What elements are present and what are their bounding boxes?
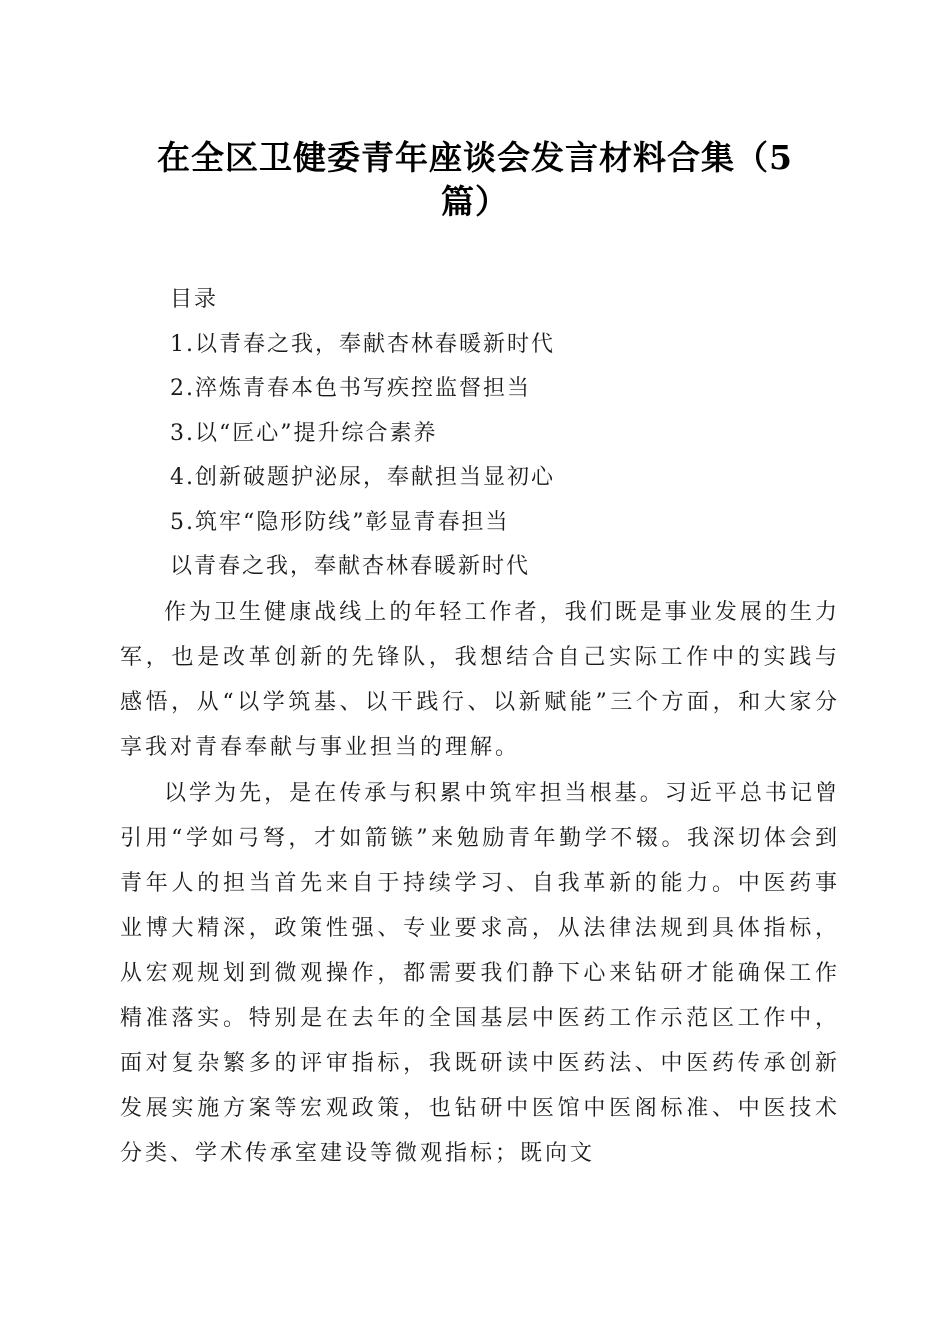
toc-item: 2.淬炼青春本色书写疾控监督担当 xyxy=(170,376,531,401)
document-body xyxy=(120,590,840,1176)
paragraph: 以学为先，是在传承与积累中筑牢担当根基。习近平总书记曾引用“学如弓弩，才如箭镞”来勉励青年勤学不辍。我深切体会到青年人的担当首先来自于持续学习、自我革新的能力。中医药事业博大精深，政策性强、专业要求高，从法律法规到具体指标，从宏观规划到微观操作，都需要我们静下心来钻研才能确保工作精准落实。特别是在去年的全国基层中医药工作示范区工作中，面对复杂繁多的评审指标，我既研读中医药法、中医药传承创新发展实施方案等宏观政策，也钻研中医馆中医阁标准、中医技术分类、学术传承室建设等微观指标；既向文 xyxy=(120,781,840,1166)
section-title: 以青春之我，奉献杏林春暖新时代 xyxy=(170,554,531,579)
document-title xyxy=(120,136,830,224)
title-line-1: 在全区卫健委青年座谈会发言材料合集（5 xyxy=(157,138,793,177)
toc-item: 5.筑牢“隐形防线”彰显青春担当 xyxy=(170,509,510,535)
title-line-2: 篇） xyxy=(441,182,509,221)
paragraph: 作为卫生健康战线上的年轻工作者，我们既是事业发展的生力军，也是改革创新的先锋队，我想结合自己实际工作中的实践与感悟，从“以学筑基、以干践行、以新赋能”三个方面，和大家分享我对青春奉献与事业担当的理解。 xyxy=(120,600,840,760)
toc-item: 1.以青春之我，奉献杏林春暖新时代 xyxy=(170,331,555,357)
toc-item: 3.以“匠心”提升综合素养 xyxy=(170,420,438,446)
table-of-contents xyxy=(170,278,870,590)
toc-heading: 目录 xyxy=(170,287,219,312)
toc-item: 4.创新破题护泌尿，奉献担当显初心 xyxy=(170,465,555,490)
